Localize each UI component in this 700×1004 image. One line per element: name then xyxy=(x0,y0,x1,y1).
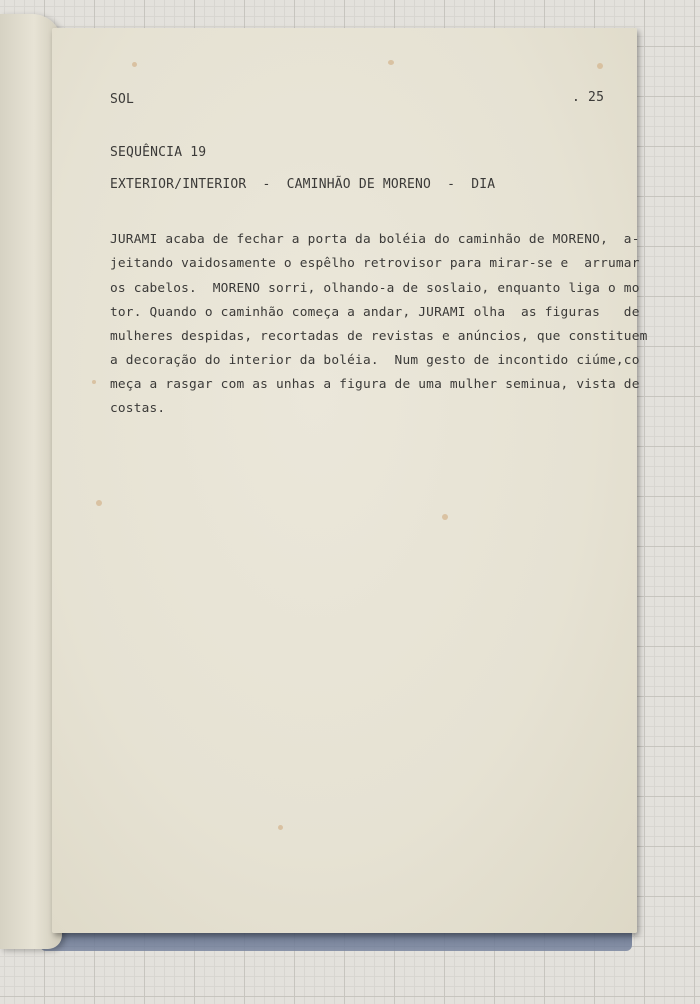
foxing-spot xyxy=(442,514,448,520)
body-line: costas. xyxy=(110,401,166,416)
body-line: a decoração do interior da boléia. Num gesto de incontido ciúme,co xyxy=(110,353,640,368)
foxing-spot xyxy=(96,500,102,506)
sequence-label: SEQUÊNCIA 19 xyxy=(110,145,207,160)
foxing-spot xyxy=(278,825,283,830)
foxing-spot xyxy=(597,63,603,69)
document-page xyxy=(52,28,637,933)
foxing-spot xyxy=(388,60,394,65)
body-line: mulheres despidas, recortadas de revistas e anúncios, que constituem xyxy=(110,329,648,344)
body-line: tor. Quando o caminhão começa a andar, JURAMI olha as figuras de xyxy=(110,305,640,320)
scene-heading: EXTERIOR/INTERIOR - CAMINHÃO DE MORENO - DIA xyxy=(110,177,496,192)
document-title: SOL xyxy=(110,92,135,107)
body-line: JURAMI acaba de fechar a porta da boléia do caminhão de MORENO, a- xyxy=(110,232,640,247)
body-line: jeitando vaidosamente o espêlho retrovisor para mirar-se e arrumar xyxy=(110,256,640,271)
foxing-spot xyxy=(92,380,96,384)
body-line: os cabelos. MORENO sorri, olhando-a de soslaio, enquanto liga o mo xyxy=(110,281,640,296)
body-line: meça a rasgar com as unhas a figura de uma mulher seminua, vista de xyxy=(110,377,640,392)
page-number: . 25 xyxy=(572,90,605,105)
foxing-spot xyxy=(132,62,137,67)
